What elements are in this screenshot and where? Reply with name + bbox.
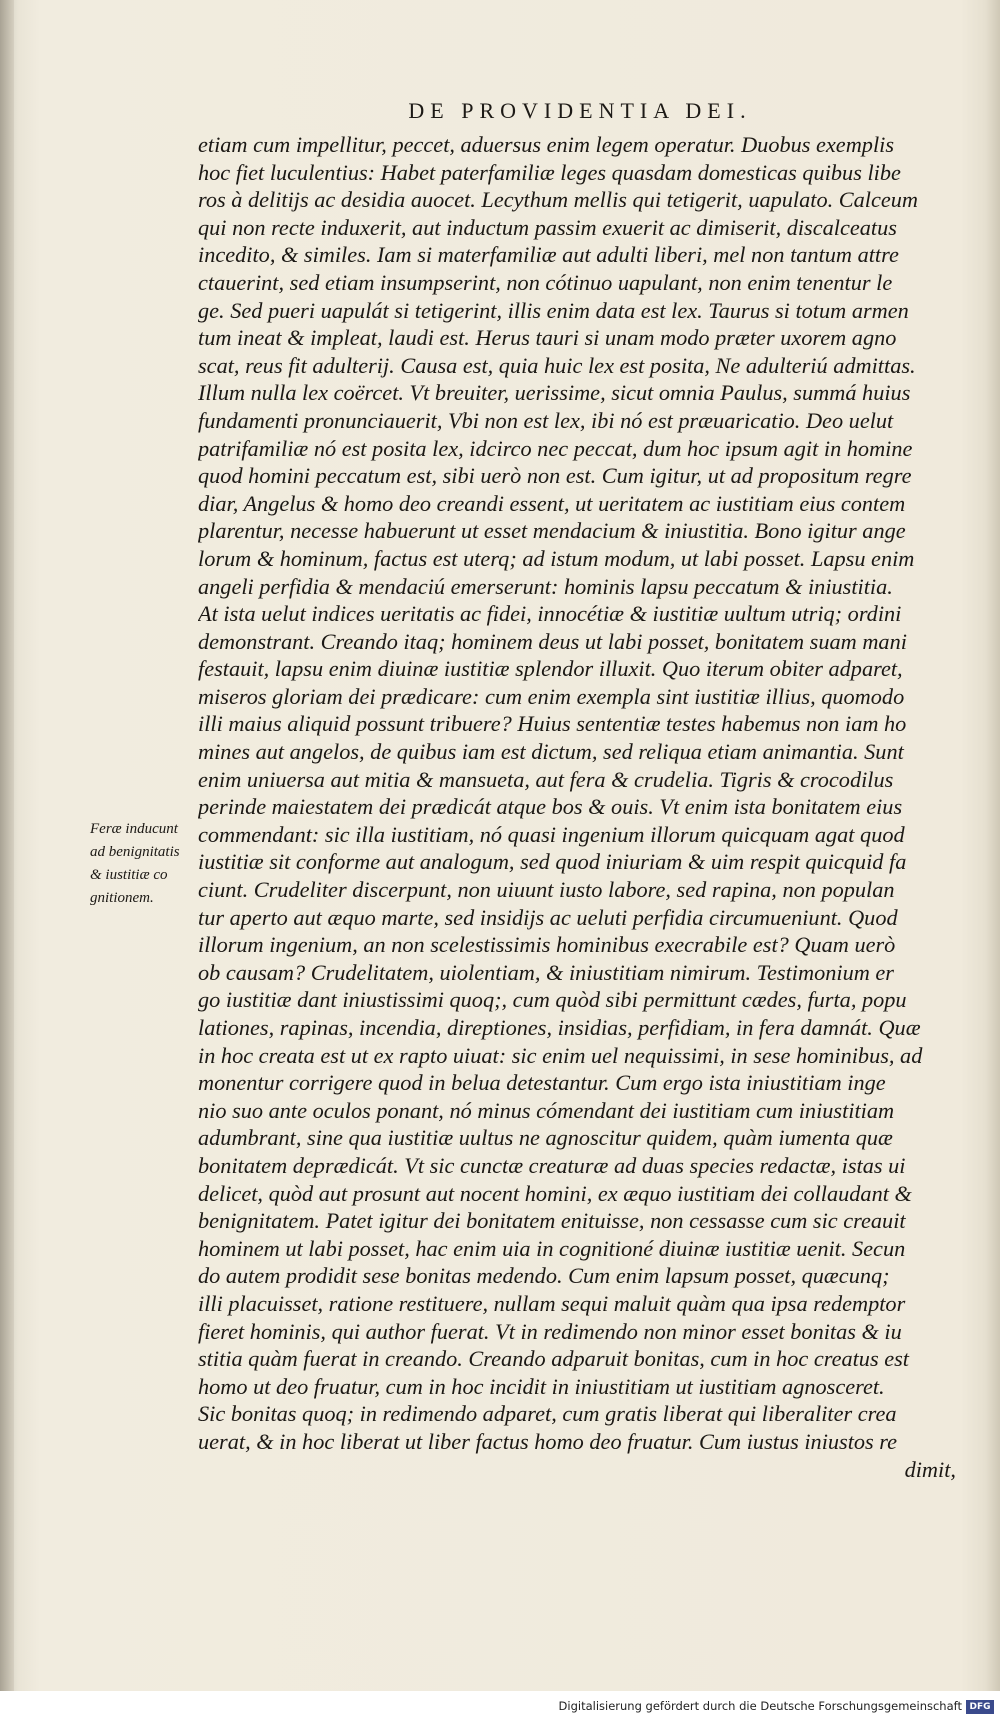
text-line: adumbrant, sine qua iustitiæ uultus ne agnoscitur quidem, quàm iumenta quæ	[198, 1125, 893, 1151]
text-line: uerat, & in hoc liberat ut liber factus homo deo fruatur. Cum iustus iniustos re	[198, 1428, 898, 1454]
text-line: bonitatem deprædicát. Vt sic cunctæ creaturæ ad duas species redactæ, istas ui	[198, 1152, 906, 1178]
text-line: scat, reus fit adulterij. Causa est, quia huic lex est posita, Ne adulteriú admittas.	[198, 352, 916, 378]
text-line: ob causam? Crudelitatem, uiolentiam, & iniustitiam nimirum. Testimonium er	[198, 959, 894, 985]
text-line: Illum nulla lex coërcet. Vt breuiter, uerissime, sicut omnia Paulus, summá huius	[198, 380, 911, 406]
text-line: do autem prodidit sese bonitas medendo. Cum enim lapsum posset, quæcunq;	[198, 1263, 890, 1289]
text-line: quod homini peccatum est, sibi uerò non est. Cum igitur, ut ad propositum regre	[198, 463, 912, 489]
text-line: diar, Angelus & homo deo creandi essent, ut ueritatem ac iustitiam eius contem	[198, 490, 906, 516]
text-line: Sic bonitas quoq; in redimendo adparet, cum gratis liberat qui liberaliter crea	[198, 1401, 897, 1427]
text-line: patrifamiliæ nó est posita lex, idcirco nec peccat, dum hoc ipsum agit in homine	[198, 435, 913, 461]
text-line: delicet, quòd aut prosunt aut nocent homini, ex æquo iustitiam dei collaudant &	[198, 1180, 912, 1206]
text-line: At ista uelut indices ueritatis ac fidei, innocétiæ & iustitiæ uultum utriq; ordini	[198, 601, 902, 627]
text-line: angeli perfidia & mendaciú emerserunt: hominis lapsu peccatum & iniustitia.	[198, 573, 893, 599]
text-line: lorum & hominum, factus est uterq; ad istum modum, ut labi posset. Lapsu enim	[198, 545, 915, 571]
text-line: lationes, rapinas, incendia, direptiones, insidias, perfidiam, in fera damnát. Quæ	[198, 1015, 921, 1040]
text-line: etiam cum impellitur, peccet, aduersus enim legem operatur. Duobus exemplis	[198, 132, 895, 157]
text-line: perinde maiestatem dei prædicát atque bos & ouis. Vt enim ista bonitatem eius	[198, 794, 903, 820]
text-line: miseros gloriam dei prædicare: cum enim exempla sint iustitiæ illius, quomodo	[198, 683, 905, 709]
text-line: hoc fiet luculentius: Habet paterfamiliæ leges quasdam domesticas quibus libe	[198, 159, 901, 185]
text-line: incedito, & similes. Iam si materfamiliæ aut adulti liberi, mel non tantum attre	[198, 242, 899, 268]
marginal-note-line: ad benignitatis	[90, 844, 180, 860]
body-text	[198, 131, 956, 1483]
text-line: mines aut angelos, de quibus iam est dictum, sed reliqua etiam animantia. Sunt	[198, 739, 904, 765]
marginal-note	[90, 818, 200, 910]
marginal-note-line: gnitionem.	[90, 890, 154, 906]
text-line: homo ut deo fruatur, cum in hoc incidit in iniustitiam ut iustitiam agnosceret.	[198, 1373, 885, 1399]
text-line: iustitiæ sit conforme aut analogum, sed quod iniuriam & uim respit quicquid fa	[198, 849, 907, 875]
marginal-note-line: & iustitiæ co	[90, 867, 168, 883]
text-line: ciunt. Crudeliter discerpunt, non uiuunt iusto labore, sed rapina, non populan	[198, 877, 895, 903]
text-line: fieret hominis, qui author fuerat. Vt in redimendo non minor esset bonitas & iu	[198, 1318, 902, 1344]
text-line: illi maius aliquid possunt tribuere? Huius sententiæ testes habemus non iam ho	[198, 711, 907, 737]
text-line: tum ineat & impleat, laudi est. Herus tauri si unam modo præter uxorem agno	[198, 325, 897, 351]
text-line: go iustitiæ dant iniustissimi quoq;, cum quòd sibi permittunt cædes, furta, popu	[198, 987, 907, 1013]
text-line: festauit, lapsu enim diuinæ iustitiæ splendor illuxit. Quo iterum obiter adparet,	[198, 656, 903, 682]
text-line: hominem ut labi posset, hac enim uia in cognitioné diuinæ iustitiæ uenit. Secun	[198, 1235, 906, 1261]
text-line: commendant: sic illa iustitiam, nó quasi ingenium illorum quicquam agat quod	[198, 821, 905, 847]
text-line: ros à delitijs ac desidia auocet. Lecythum mellis qui tetigerit, uapulato. Calceum	[198, 187, 919, 213]
text-line: illi placuisset, ratione restituere, nullam sequi maluit quàm qua ipsa redemptor	[198, 1290, 906, 1316]
text-line: stitia quàm fuerat in creando. Creando adparuit bonitas, cum in hoc creatus est	[198, 1346, 909, 1372]
text-line: nio suo ante oculos ponant, nó minus cómendant dei iustitiam cum iniustitiam	[198, 1097, 895, 1123]
text-line: plarentur, necesse habuerunt ut esset mendacium & iniustitia. Bono igitur ange	[198, 518, 906, 544]
text-line: tur aperto aut æquo marte, sed insidijs ac ueluti perfidia circumueniunt. Quod	[198, 904, 898, 930]
footer-bar	[0, 1691, 1000, 1721]
marginal-note-line: Feræ inducunt	[90, 821, 178, 837]
text-line: in hoc creata est ut ex rapto uiuat: sic enim uel nequissimi, in sese hominibus, ad	[198, 1042, 923, 1068]
text-line: qui non recte induxerit, aut inductum passim exuerit ac dimiserit, discalceatus	[198, 214, 897, 240]
text-line: ctauerint, sed etiam insumpserint, non cótinuo uapulant, non enim tenentur le	[198, 269, 893, 295]
text-line: ge. Sed pueri uapulát si tetigerint, illis enim data est lex. Taurus si totum armen	[198, 297, 909, 323]
catchword: dimit,	[904, 1456, 956, 1482]
text-line: monentur corrigere quod in belua detestantur. Cum ergo ista iniustitiam inge	[198, 1070, 886, 1096]
footer-credit: Digitalisierung gefördert durch die Deutsche Forschungsgemeinschaft	[558, 1699, 962, 1713]
text-line: benignitatem. Patet igitur dei bonitatem enituisse, non cessasse cum sic creauit	[198, 1208, 906, 1234]
text-line: fundamenti pronunciauerit, Vbi non est lex, ibi nó est præuaricatio. Deo uelut	[198, 407, 894, 433]
text-line: illorum ingenium, an non scelestissimis hominibus execrabile est? Quam uerò	[198, 932, 896, 958]
page-gutter-shadow	[0, 0, 14, 1721]
text-line: demonstrant. Creando itaq; hominem deus ut labi posset, bonitatem suam mani	[198, 628, 907, 654]
text-line: enim uniuersa aut mitia & mansueta, aut fera & crudelia. Tigris & crocodilus	[198, 766, 894, 792]
running-head: DE PROVIDENTIA DEI.	[408, 98, 752, 123]
dfg-logo: DFG	[966, 1700, 994, 1714]
